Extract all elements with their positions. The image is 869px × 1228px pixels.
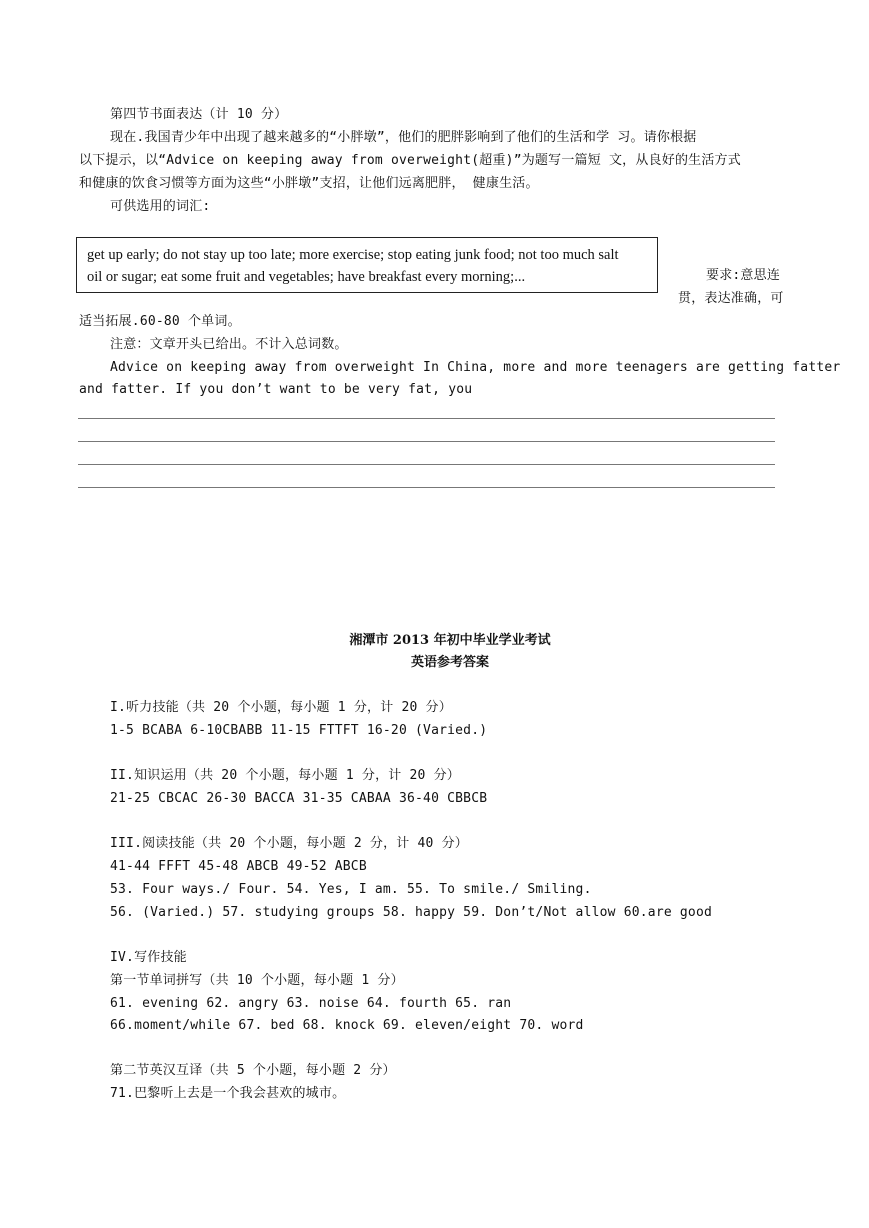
section-4-subheading-1: 第一节单词拼写（共 10 个小题，每小题 1 分） [110,973,404,988]
writing-instructions-line-3: 和健康的饮食习惯等方面为这些“小胖墩”支招，让他们远离肥胖， 健康生活。 [79,176,539,191]
answer-key-title: 湘潭市 2013 年初中毕业学业考试 [349,633,551,648]
section-1-heading: I.听力技能（共 20 个小题，每小题 1 分，计 20 分） [110,700,452,715]
essay-start-line-2: and fatter. If you don’t want to be very fat, you [79,382,473,397]
answer-line-1 [78,418,775,419]
section-1-answers: 1-5 BCABA 6-10CBABB 11-15 FTTFT 16-20 (Varied.) [110,723,488,738]
writing-note: 注意：文章开头已给出。不计入总词数。 [110,337,348,352]
vocab-box-line-1: get up early; do not stay up too late; more exercise; stop eating junk food; not too much salt [87,247,619,263]
section-2-answers: 21-25 CBCAC 26-30 BACCA 31-35 CABAA 36-40 CBBCB [110,791,488,806]
section-3-heading: III.阅读技能（共 20 个小题，每小题 2 分，计 40 分） [110,836,469,851]
vocab-box [76,237,658,293]
section-4-answers-3: 71.巴黎听上去是一个我会甚欢的城市。 [110,1086,346,1101]
answer-key-subtitle: 英语参考答案 [410,655,489,670]
writing-instructions-line-2: 以下提示，以“Advice on keeping away from overweight(超重)”为题写一篇短 文，从良好的生活方式 [79,153,741,168]
requirement-line-1: 要求:意思连 [706,268,781,283]
requirement-line-3: 适当拓展.60-80 个单词。 [79,314,241,329]
section-3-answers-2: 53. Four ways./ Four. 54. Yes, I am. 55. To smile./ Smiling. [110,882,592,897]
answer-line-4 [78,487,775,488]
writing-instructions-line-1: 现在.我国青少年中出现了越来越多的“小胖墩”，他们的肥胖影响到了他们的生活和学 习。请你根据 [110,130,697,145]
section-4-heading: IV.写作技能 [110,950,187,965]
essay-start-line-1: Advice on keeping away from overweight In China, more and more teenagers are getting fatter [110,360,841,375]
answer-line-3 [78,464,775,465]
vocab-label: 可供选用的词汇: [110,199,211,214]
section-4-answers-2: 66.moment/while 67. bed 68. knock 69. eleven/eight 70. word [110,1018,584,1033]
section-2-heading: II.知识运用（共 20 个小题，每小题 1 分，计 20 分） [110,768,460,783]
section-4-answers-1: 61. evening 62. angry 63. noise 64. fourth 65. ran [110,996,512,1011]
vocab-box-line-2: oil or sugar; eat some fruit and vegetables; have breakfast every morning;... [87,269,526,285]
answer-line-2 [78,441,775,442]
section-4-subheading-2: 第二节英汉互译（共 5 个小题，每小题 2 分） [110,1063,396,1078]
requirement-line-2: 贯，表达准确，可 [678,291,784,306]
section-3-answers-1: 41-44 FFFT 45-48 ABCB 49-52 ABCB [110,859,367,874]
section-3-answers-3: 56. (Varied.) 57. studying groups 58. happy 59. Don’t/Not allow 60.are good [110,905,712,920]
writing-heading: 第四节书面表达（计 10 分） [110,107,288,122]
